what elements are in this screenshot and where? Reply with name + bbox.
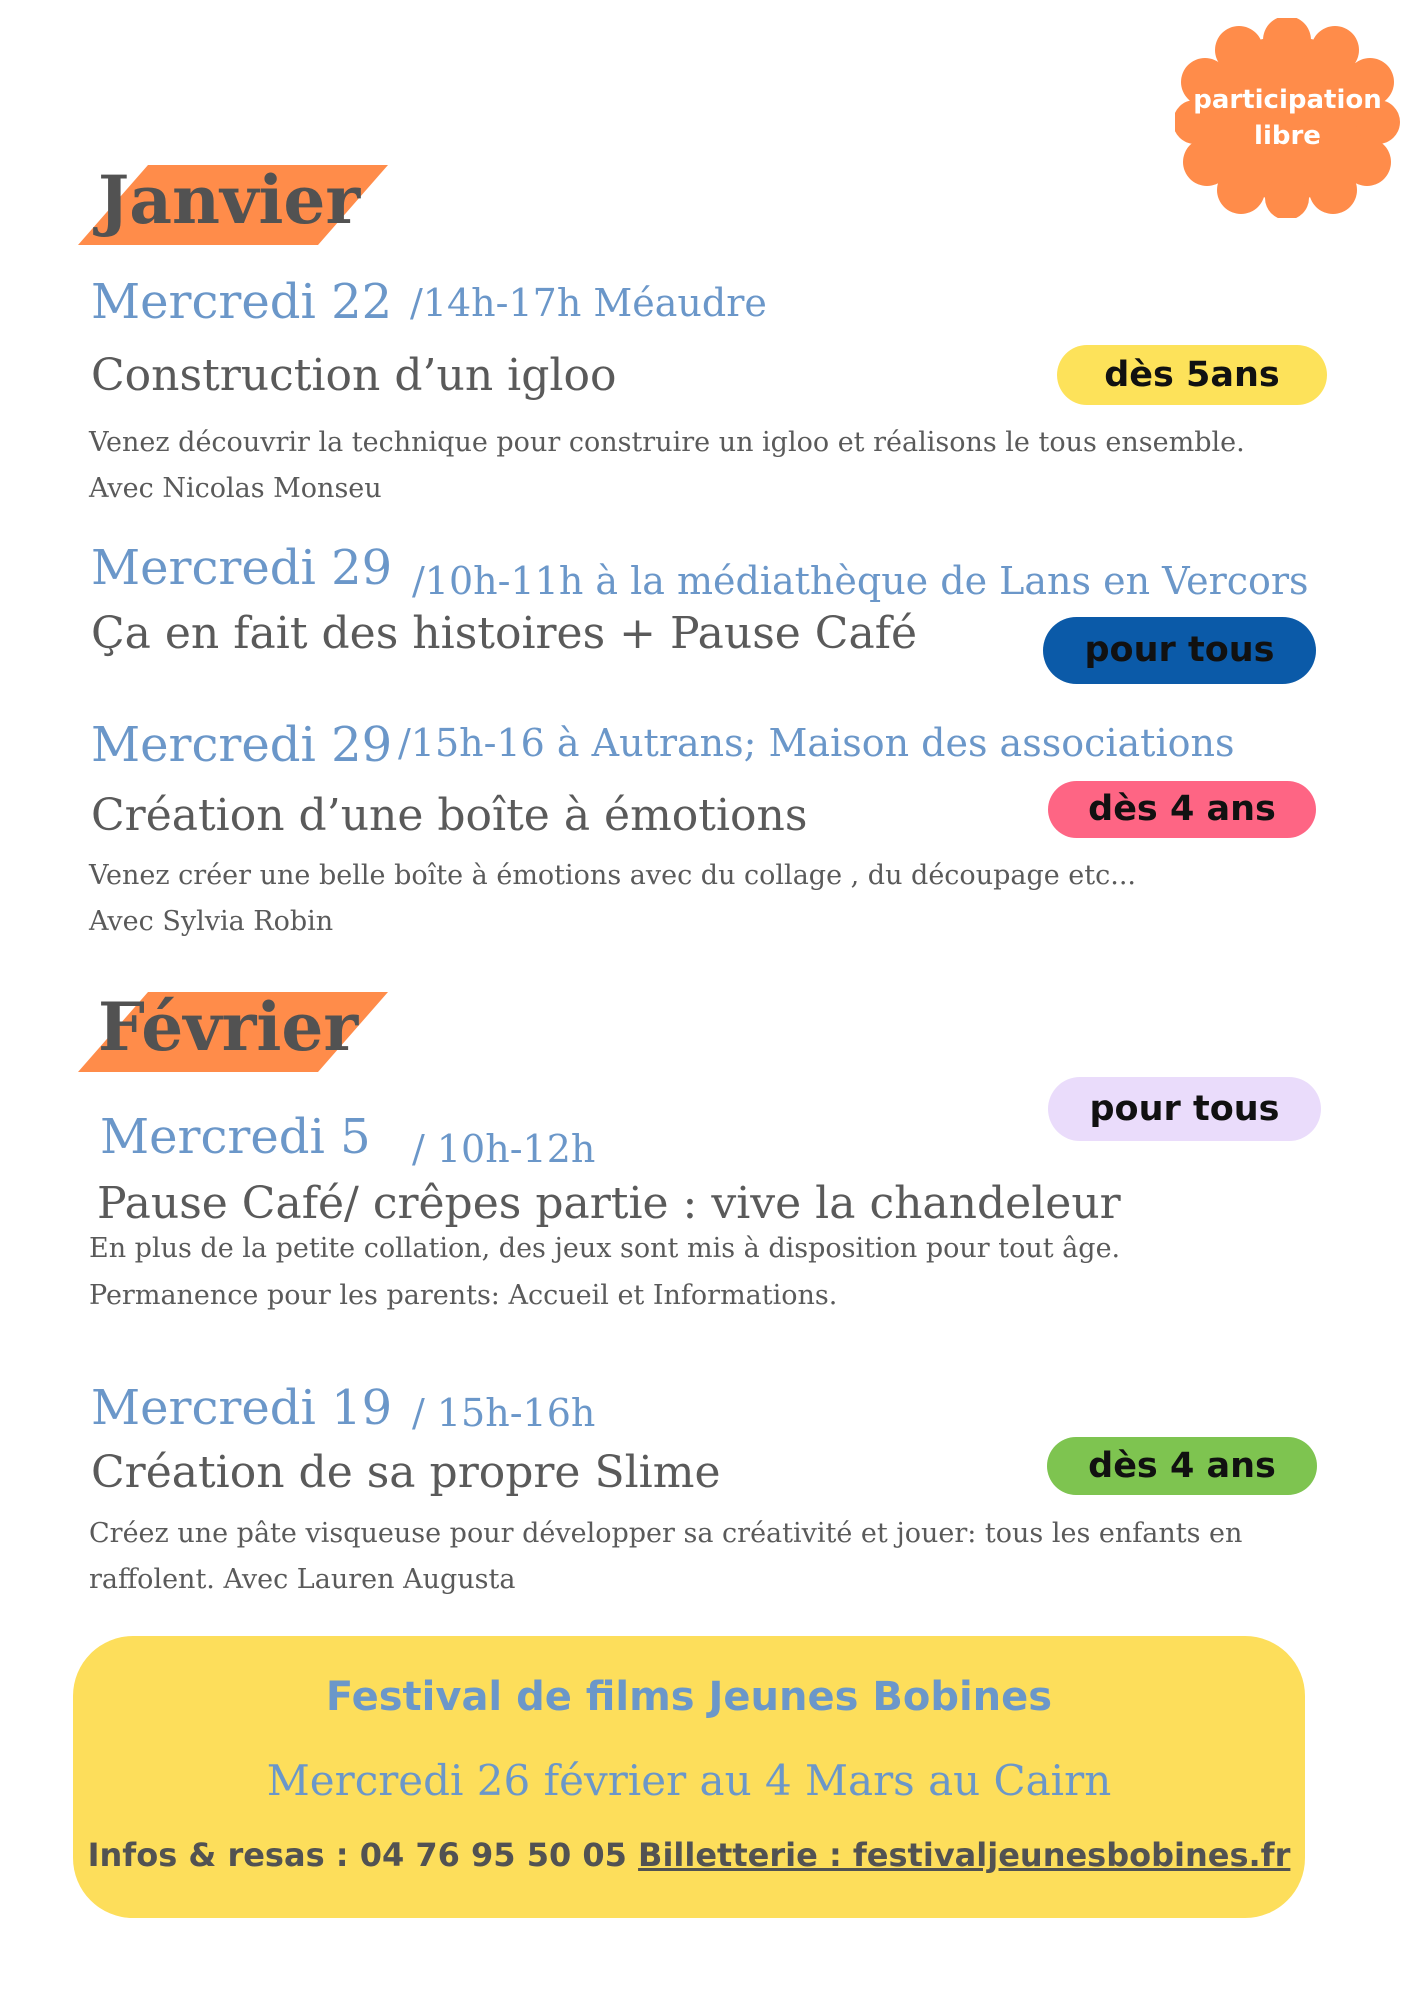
- festival-dates: Mercredi 26 février au 4 Mars au Cairn: [266, 1756, 1112, 1805]
- month-banner-janvier: [78, 155, 398, 245]
- month-title: Février: [98, 988, 359, 1066]
- event-title: Pause Café/ crêpes partie : vive la chandeleur: [97, 1178, 1121, 1229]
- event-desc-line: Venez découvrir la technique pour construire un igloo et réalisons le tous ensemble.: [89, 427, 1245, 458]
- festival-box: [73, 1636, 1305, 1918]
- event-desc-line: Venez créer une belle boîte à émotions avec du collage , du découpage etc...: [89, 860, 1137, 891]
- event-desc-line: En plus de la petite collation, des jeux sont mis à disposition pour tout âge.: [89, 1233, 1121, 1264]
- age-pill: dès 4 ans: [1048, 781, 1316, 838]
- event-desc-line: raffolent. Avec Lauren Augusta: [89, 1564, 516, 1595]
- event-time: /15h-16 à Autrans; Maison des associations: [398, 721, 1235, 765]
- festival-title: Festival de films Jeunes Bobines: [325, 1674, 1053, 1720]
- event-desc-line: Avec Nicolas Monseu: [89, 473, 382, 504]
- month-title: Janvier: [98, 161, 361, 239]
- event-title: Ça en fait des histoires + Pause Café: [91, 608, 918, 659]
- badge-line-1: participation: [1193, 85, 1382, 115]
- event-time: / 10h-12h: [412, 1127, 596, 1171]
- event-date: Mercredi 29: [91, 717, 393, 773]
- month-banner-fevrier: [78, 990, 398, 1080]
- event-date: Mercredi 5: [100, 1109, 371, 1165]
- event-title: Création de sa propre Slime: [91, 1447, 721, 1498]
- age-pill: pour tous: [1043, 617, 1316, 684]
- age-pill: dès 5ans: [1057, 345, 1327, 405]
- badge-line-2: libre: [1254, 121, 1321, 151]
- event-desc-line: Permanence pour les parents: Accueil et Informations.: [89, 1280, 838, 1311]
- festival-info: [73, 1836, 1305, 1874]
- participation-badge: [1175, 18, 1400, 218]
- event-time: /10h-11h à la médiathèque de Lans en Vercors: [412, 559, 1309, 603]
- age-pill: dès 4 ans: [1047, 1437, 1317, 1495]
- event-desc-line: Avec Sylvia Robin: [89, 906, 334, 937]
- event-date: Mercredi 22: [91, 274, 393, 330]
- age-pill: pour tous: [1048, 1077, 1321, 1141]
- event-desc-line: Créez une pâte visqueuse pour développer sa créativité et jouer: tous les enfants en: [89, 1518, 1243, 1549]
- event-title: Création d’une boîte à émotions: [91, 790, 808, 841]
- event-date: Mercredi 19: [91, 1380, 393, 1436]
- ticketing-link[interactable]: Billetterie : festivaljeunesbobines.fr: [638, 1836, 1291, 1874]
- festival-contact: Infos & resas : 04 76 95 50 05: [87, 1836, 639, 1874]
- event-time: / 15h-16h: [412, 1391, 596, 1435]
- event-date: Mercredi 29: [91, 540, 393, 596]
- event-time: /14h-17h Méaudre: [410, 281, 767, 325]
- event-title: Construction d’un igloo: [91, 350, 617, 401]
